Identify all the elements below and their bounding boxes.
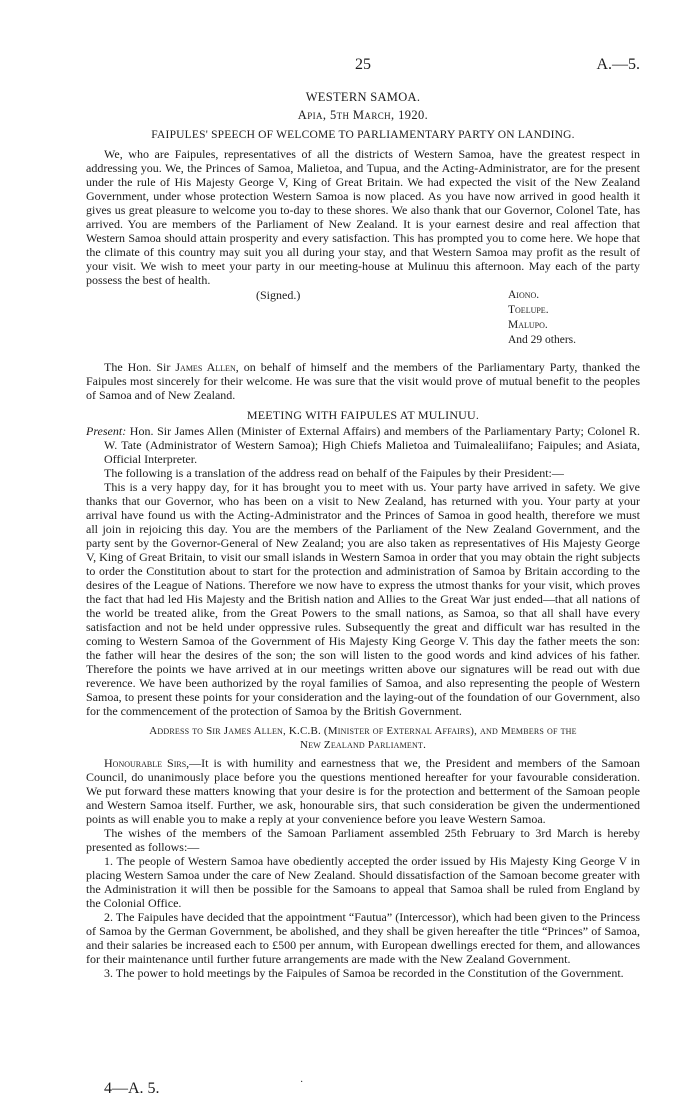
signatory: And 29 others.: [508, 334, 577, 346]
present-label: Present:: [86, 424, 127, 438]
reply-pre: The Hon. Sir: [104, 360, 176, 374]
salutation: Honourable Sirs,: [104, 756, 190, 770]
address-paragraph: This is a very happy day, for it has brought you to meet with us. Your party have arrived in safety. We give thanks that our Governor, who has been on a visit to New Zealand, has returned with you. Your party at your arrival have found us with the Acting-Administrator and the Princes of Samoa in good health, therefore we must all join in rejoicing this day. You are the members of the Parliament of the New Zealand Government, and the party sent by the Governor-General of New Zealand; you are also taken as representatives of His Majesty George V, King of Great Britain, to visit our small islands in Western Samoa in order that you may obtain the right subjects to order the Constitution about to start for the protection and administration of Samoa by Britain according to the desires of the League of Nations. Therefore we now have to express the utmost thanks for your visit, which proves the fact that had led His Majesty and the British nation and Allies to the Great War just ended—that all nations of the world be treated alike, from the Great Powers to the small nations, as Samoa, so that all shall have every satisfaction and not be held under oppressive rules. Subsequently the great and difficult war has resulted in the coming to Western Samoa of the Government of His Majesty King George V. This day the father meets the son: the father will hear the desires of the son; the son will listen to the good words and kind advices of his father. Therefore the points we have arrived at in our meetings written above our signatures will be read out with due reverence. We have been authorized by the royal families of Samoa, and also representing the people of Western Samoa, to present these points for your consideration and the laying-out of the foundation of our Government, also for the commencement of the protection of Samoa by the British Government.: [86, 480, 640, 718]
reply-name: James Allen: [175, 360, 236, 374]
wishes-paragraph: The wishes of the members of the Samoan Parliament assembled 25th February to 3rd March is hereby presented as follows:—: [86, 826, 640, 854]
speech-title: FAIPULES' SPEECH OF WELCOME TO PARLIAMENTARY PARTY ON LANDING.: [151, 129, 575, 141]
signatory: Malupo.: [508, 319, 548, 331]
reply-post: , on behalf of himself and the members of the Parliamentary Party, thanked the Faipules most sincerely for their welcome. He was sure that the visit would prove of mutual benefit to the peoples of Samoa and of New Zealand.: [86, 360, 641, 402]
document-reference: A.—5.: [596, 56, 640, 73]
page-footer-signature: 4—A. 5.: [104, 1080, 160, 1097]
honourable-paragraph: [86, 756, 640, 826]
point-item: 1. The people of Western Samoa have obediently accepted the order issued by His Majesty King George V in placing Western Samoa under the care of New Zealand. Should dissatisfaction of the Samoan become greater with the Administration it will then be possible for the Samoans to appeal that Samoa shall be ruled from England by the Colonial Office.: [86, 854, 640, 910]
translation-intro: The following is a translation of the address read on behalf of the Faipules by their President:—: [104, 466, 564, 480]
stray-dot: ·: [300, 1077, 304, 1088]
point-item: 3. The power to hold meetings by the Faipules of Samoa be recorded in the Constitution of the Government.: [104, 966, 624, 980]
signature-block: [86, 288, 640, 360]
document-title: WESTERN SAMOA.: [305, 90, 421, 104]
speech-paragraph: We, who are Faipules, representatives of all the districts of Western Samoa, have the greatest respect in addressing you. We, the Princes of Samoa, Malietoa, and Tupua, and the Acting-Administrator, are for the present under the rule of His Majesty George V, King of Great Britain. We had expected the visit of the New Zealand Government, under whose protection Western Samoa is now placed. As you have now arrived in good health it gives us great pleasure to welcome you to-day to these shores. We also thank that our Governor, Colonel Tate, has arrived. You are members of the Parliament of New Zealand. It is your earnest desire and real affection that Western Samoa should attain prosperity and every satisfaction. This has prompted you to come here. We hope that the climate of this country may suit you all during your stay, and that Western Samoa may profit as the result of your visit. We wish to meet your party in our meeting-house at Mulinuu this afternoon. May each of the party possess the best of health.: [86, 147, 640, 287]
signatory: Aiono.: [508, 289, 540, 301]
present-text: Hon. Sir James Allen (Minister of External Affairs) and members of the Parliamentary Party; Colonel R. W. Tate (Administrator of Western Samoa); High Chiefs Malietoa and Tuimalealiifano; Faipules; and Asiata, Official Interpreter.: [104, 424, 640, 466]
signatory: Toelupe.: [508, 304, 549, 316]
dateline: Apia, 5th March, 1920.: [297, 108, 429, 122]
reply-paragraph: [86, 360, 640, 402]
signed-label: (Signed.): [256, 288, 301, 302]
meeting-title: MEETING WITH FAIPULES AT MULINUU.: [246, 408, 480, 422]
address-heading-line: Address to Sir James Allen, K.C.B. (Minister of External Affairs), and Members of the: [149, 725, 577, 737]
signatories-list: [508, 288, 576, 348]
present-paragraph: [86, 424, 640, 466]
address-heading: [86, 724, 640, 752]
point-item: 2. The Faipules have decided that the appointment “Fautua” (Intercessor), which had been given to the Princess of Samoa by the German Government, be abolished, and they shall be given hereafter the title “Princes” of Samoa, and their salaries be increased each to £500 per annum, with European dwellings erected for them, and allowances for their maintenance until further future arrangements are made with the New Zealand Government.: [86, 910, 640, 966]
honourable-text: —It is with humility and earnestness that we, the President and members of the Samoan Council, do unanimously place before you the questions mentioned hereafter for your favourable consideration. We put forward these matters knowing that your desire is for the protection and betterment of the Samoan people and Western Samoa itself. Further, we ask, honourable sirs, that such consideration be given the undermentioned points as will enable you to make a reply at your convenience before you leave Western Samoa.: [86, 756, 640, 826]
page-header: [86, 58, 640, 82]
address-heading-line: New Zealand Parliament.: [299, 739, 427, 751]
page-number: 25: [355, 56, 371, 73]
